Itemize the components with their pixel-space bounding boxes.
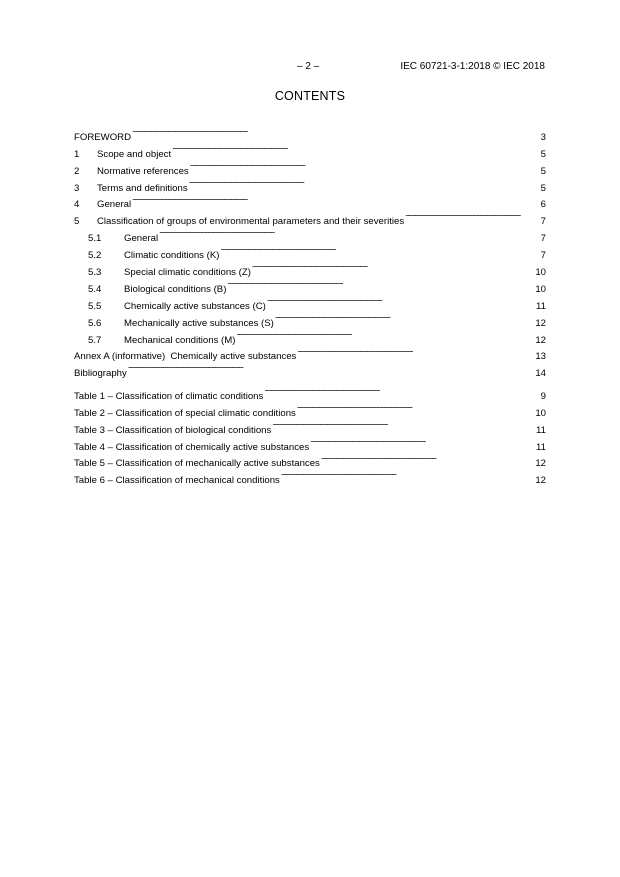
toc-entry-title: Bibliography bbox=[74, 368, 127, 380]
toc-entry-page: 10 bbox=[535, 283, 546, 295]
toc-leader-dots bbox=[264, 382, 539, 399]
toc-entry-page: 5 bbox=[540, 182, 546, 194]
toc-leader-dots bbox=[236, 326, 534, 343]
page-number: – 2 – bbox=[297, 61, 320, 72]
document-identifier: IEC 60721-3-1:2018 © IEC 2018 bbox=[400, 61, 545, 72]
toc-leader-dots bbox=[272, 416, 535, 433]
toc-leader-dots bbox=[189, 174, 540, 191]
toc-entry-number: 5.3 bbox=[88, 267, 102, 279]
toc-entry-number: 5.1 bbox=[88, 233, 102, 245]
toc-entry-number: 2 bbox=[74, 165, 80, 177]
toc-leader-dots bbox=[321, 450, 534, 467]
toc-entry-title: Table 6 – Classification of mechanical conditions bbox=[74, 475, 280, 487]
toc-entry-page: 11 bbox=[536, 424, 546, 436]
toc-entry-title: Table 5 – Classification of mechanically active substances bbox=[74, 458, 320, 470]
toc-entry-title: Table 4 – Classification of chemically active substances bbox=[74, 441, 310, 453]
toc-entry-page: 12 bbox=[535, 334, 546, 346]
toc-entry-title: Classification of groups of environmental parameters and their severities bbox=[97, 216, 405, 228]
toc-entry-page: 10 bbox=[535, 407, 546, 419]
contents-heading: CONTENTS bbox=[274, 89, 346, 103]
toc-leader-dots bbox=[220, 241, 539, 258]
toc-leader-dots bbox=[132, 123, 540, 140]
toc-entry-number: 3 bbox=[74, 182, 80, 194]
toc-leader-dots bbox=[297, 343, 534, 360]
toc-entry-number: 5.2 bbox=[88, 250, 102, 262]
toc-table-1[interactable] bbox=[74, 382, 546, 402]
toc-entry-page: 12 bbox=[535, 458, 546, 470]
toc-leader-dots bbox=[190, 157, 540, 174]
toc-entry-number: 5 bbox=[74, 216, 80, 228]
toc-entry-page: 5 bbox=[540, 148, 546, 160]
toc-leader-dots bbox=[310, 433, 535, 450]
toc-leader-dots bbox=[132, 191, 540, 208]
toc-leader-dots bbox=[281, 466, 534, 483]
toc-entry-title: Table 1 – Classification of climatic conditions bbox=[74, 390, 264, 402]
toc-entry-foreword[interactable] bbox=[74, 123, 546, 143]
toc-entry-classification[interactable] bbox=[74, 207, 546, 228]
toc-entry-title: Scope and object bbox=[97, 148, 172, 160]
toc-entry-page: 13 bbox=[535, 351, 546, 363]
toc-entry-title: Special climatic conditions (Z) bbox=[124, 267, 251, 279]
toc-entry-page: 7 bbox=[540, 233, 546, 245]
toc-entry-page: 3 bbox=[540, 131, 546, 143]
toc-entry-number: 5.4 bbox=[88, 283, 102, 295]
toc-entry-number: 5.7 bbox=[88, 334, 102, 346]
toc-entry-page: 5 bbox=[540, 165, 546, 177]
toc-entry-title: Chemically active substances (C) bbox=[124, 300, 266, 312]
toc-entry-title: Table 2 – Classification of special climatic conditions bbox=[74, 407, 296, 419]
toc-entry-title: Normative references bbox=[97, 165, 189, 177]
toc-entry-title: Terms and definitions bbox=[97, 182, 188, 194]
toc-leader-dots bbox=[159, 224, 540, 241]
toc-entry-title: Annex A (informative) Chemically active substances bbox=[74, 351, 297, 363]
toc-leader-dots bbox=[275, 309, 534, 326]
toc-leader-dots bbox=[172, 140, 540, 157]
toc-leader-dots bbox=[227, 275, 534, 292]
toc-leader-dots bbox=[128, 359, 535, 376]
toc-entry-page: 7 bbox=[540, 250, 546, 262]
toc-entry-number: 4 bbox=[74, 199, 80, 211]
toc-leader-dots bbox=[405, 207, 540, 224]
toc-entry-page: 11 bbox=[536, 300, 546, 312]
toc-entry-title: General bbox=[124, 233, 159, 245]
toc-entry-page: 14 bbox=[535, 368, 546, 380]
toc-leader-dots bbox=[297, 399, 535, 416]
toc-entry-title: Mechanically active substances (S) bbox=[124, 317, 274, 329]
toc-entry-general[interactable] bbox=[74, 191, 546, 211]
table-of-contents bbox=[74, 123, 546, 380]
toc-entry-page: 12 bbox=[535, 317, 546, 329]
toc-entry-scope[interactable] bbox=[74, 140, 546, 160]
toc-entry-number: 1 bbox=[74, 148, 80, 160]
toc-entry-page: 9 bbox=[540, 390, 546, 402]
toc-entry-page: 6 bbox=[540, 199, 546, 211]
toc-entry-bibliography[interactable] bbox=[74, 359, 546, 380]
toc-leader-dots bbox=[267, 292, 535, 309]
toc-leader-dots bbox=[252, 258, 534, 275]
toc-entry-title: FOREWORD bbox=[74, 131, 132, 143]
toc-entry-title: Biological conditions (B) bbox=[124, 283, 227, 295]
toc-entry-page: 7 bbox=[540, 216, 546, 228]
list-of-tables bbox=[74, 382, 546, 487]
toc-entry-title: Climatic conditions (K) bbox=[124, 250, 220, 262]
toc-entry-title: Mechanical conditions (M) bbox=[124, 334, 236, 346]
toc-entry-page: 12 bbox=[535, 475, 546, 487]
toc-entry-title: Table 3 – Classification of biological conditions bbox=[74, 424, 272, 436]
toc-entry-page: 11 bbox=[536, 441, 546, 453]
toc-entry-number: 5.5 bbox=[88, 300, 102, 312]
toc-entry-title: General bbox=[97, 199, 132, 211]
toc-entry-number: 5.6 bbox=[88, 317, 102, 329]
toc-entry-page: 10 bbox=[535, 267, 546, 279]
